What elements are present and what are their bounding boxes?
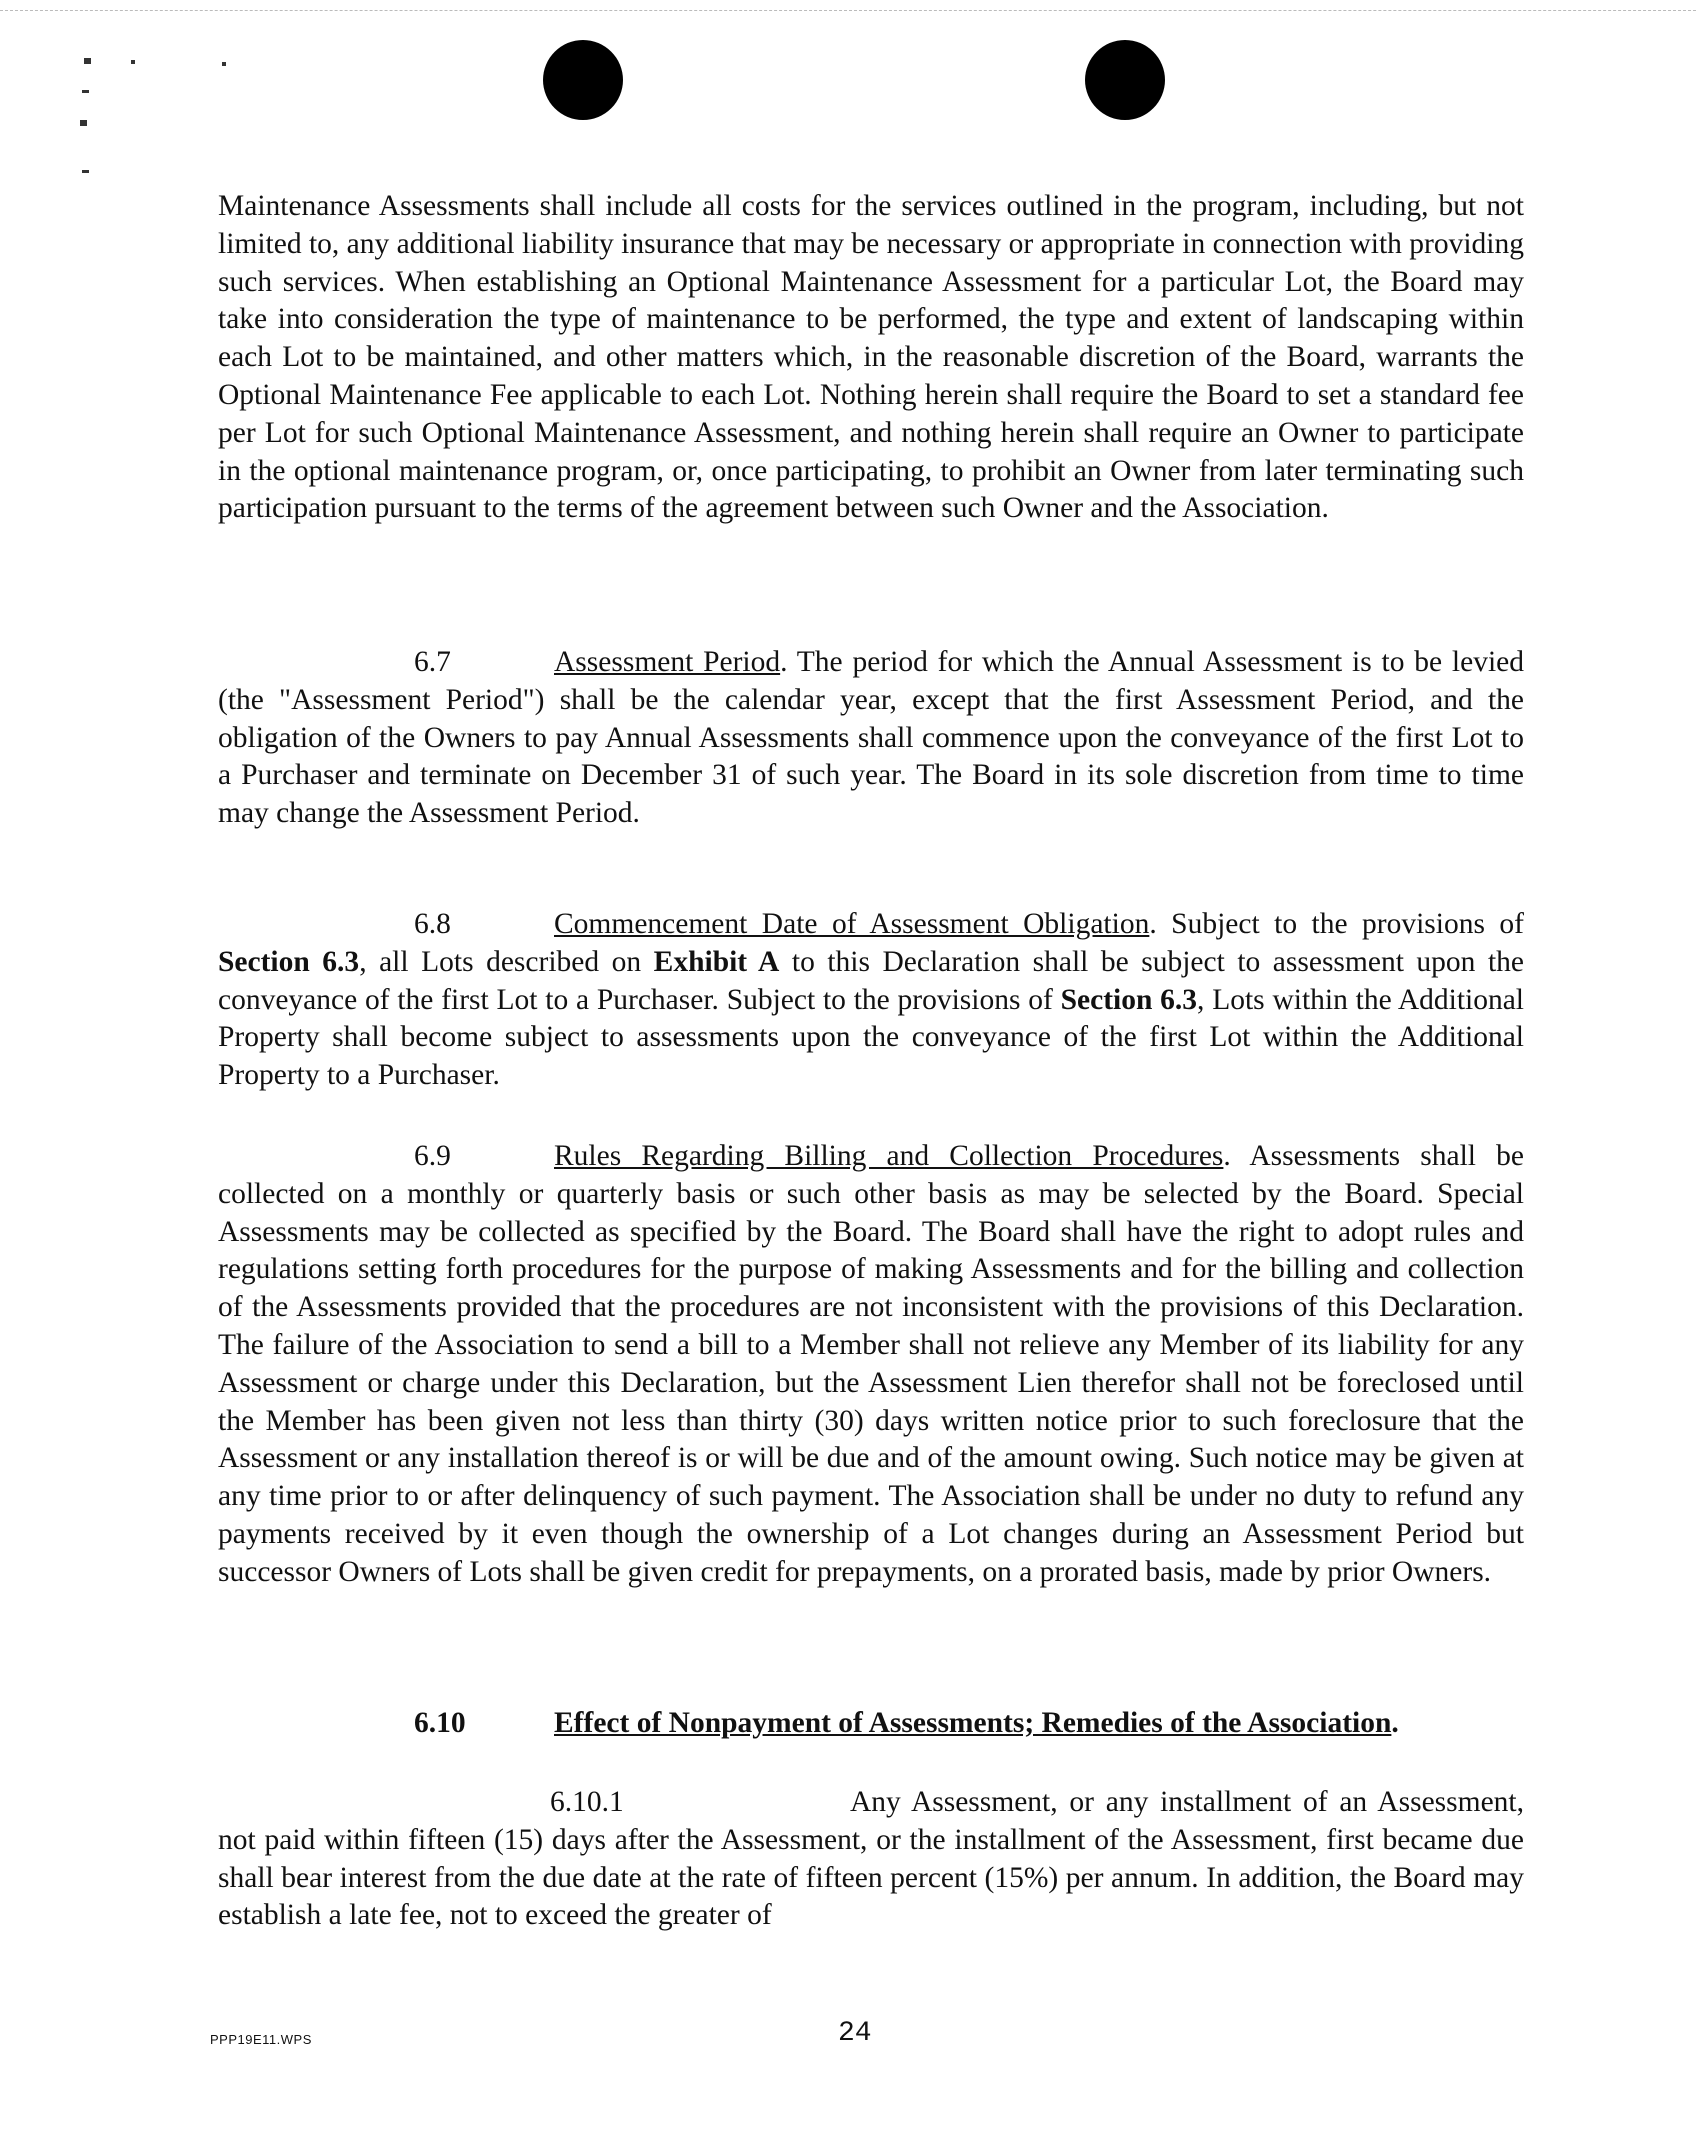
paragraph-continuation xyxy=(218,188,1524,528)
section-reference: Section 6.3 xyxy=(218,945,360,978)
section-6-9 xyxy=(218,1138,1524,1592)
section-reference: Section 6.3 xyxy=(1060,983,1198,1016)
section-body: , all Lots described on xyxy=(359,945,654,978)
subsection-body: Any Assessment, or any installment of an Assessment, not paid within fifteen (15) days after the Assessment, or the installment of the Assessment, first became due shall bear interest from the due date at the rate of fifteen percent (15%) per annum. In addition, the Board may establish a late fee, not to exceed the greater of xyxy=(218,1786,1524,1932)
section-number: 6.10 xyxy=(414,1707,466,1739)
scan-speck xyxy=(80,120,87,126)
section-body: to this Declaration shall be subject to assessment upon the conveyance of the first Lot to a Purchaser. Subject to the provisions of xyxy=(218,945,1524,1016)
section-body: . Assessments shall be collected on a monthly or quarterly basis or such other basis as may be selected by the Board. Special Assessments may be collected as specified by the Board. The Board shall have the right to adopt rules and regulations setting forth procedures for the purpose of making Assessments and for the billing and collection of the Assessments provided that the procedures are not inconsistent with the provisions of this Declaration. The failure of the Association to send a bill to a Member shall not relieve any Member of its liability for any Assessment or charge under this Declaration, but the Assessment Lien therefor shall not be foreclosed until the Member has been given not less than thirty (30) days written notice prior to such foreclosure that the Assessment or any installation thereof is or will be due and of the amount owing. Such notice may be given at any time prior to or after delinquency of such payment. The Association shall be under no duty to refund any payments received by it even though the ownership of a Lot changes during an Assessment Period but successor Owners of Lots shall be given credit for prepayments, on a prorated basis, made by prior Owners. xyxy=(218,1140,1524,1588)
scan-speck xyxy=(84,58,91,64)
section-6-10-heading xyxy=(414,1705,1399,1743)
section-title: Commencement Date of Assessment Obligation xyxy=(554,908,1150,940)
section-6-7 xyxy=(218,644,1524,833)
section-title: Rules Regarding Billing and Collection Procedures xyxy=(554,1140,1224,1172)
section-number: 6.9 xyxy=(414,1140,451,1172)
section-title: Assessment Period xyxy=(554,646,781,678)
scan-speck xyxy=(82,170,89,173)
subsection-number: 6.10.1 xyxy=(550,1786,624,1818)
scan-speck xyxy=(82,90,89,93)
scan-speck xyxy=(131,60,135,64)
section-body: , Lots within the Additional Property shall become subject to assessments upon the conveyance of the first Lot within the Additional Property to a Purchaser. xyxy=(218,983,1524,1092)
section-title: Effect of Nonpayment of Assessments; Remedies of the Association xyxy=(554,1707,1392,1739)
section-body: . Subject to the provisions of xyxy=(1149,908,1525,940)
section-body: . The period for which the Annual Assessment is to be levied (the "Assessment Period") shall be the calendar year, except that the first Assessment Period, and the obligation of the Owners to pay Annual Assessments shall commence upon the conveyance of the first Lot to a Purchaser and terminate on December 31 of such year. The Board in its sole discretion from time to time may change the Assessment Period. xyxy=(218,646,1524,830)
section-6-8 xyxy=(218,906,1524,1095)
continuation-text: Maintenance Assessments shall include all costs for the services outlined in the program, including, but not limited to, any additional liability insurance that may be necessary or appropriate in connection with providing such services. When establishing an Optional Maintenance Assessment for a particular Lot, the Board may take into consideration the type of maintenance to be performed, the type and extent of landscaping within each Lot to be maintained, and other matters which, in the reasonable discretion of the Board, warrants the Optional Maintenance Fee applicable to each Lot. Nothing herein shall require the Board to set a standard fee per Lot for such Optional Maintenance Assessment, and nothing herein shall require an Owner to participate in the optional maintenance program, or, once participating, to prohibit an Owner from later terminating such participation pursuant to the terms of the agreement between such Owner and the Association. xyxy=(218,190,1524,525)
heading-punctuation: . xyxy=(1391,1707,1399,1739)
scan-speck xyxy=(222,62,226,66)
footer-file-id: PPP19E11.WPS xyxy=(210,2032,312,2047)
section-number: 6.8 xyxy=(414,908,451,940)
scan-edge-line xyxy=(0,10,1696,11)
exhibit-reference: Exhibit A xyxy=(653,945,780,978)
section-number: 6.7 xyxy=(414,646,451,678)
punch-hole-left xyxy=(543,40,623,120)
section-6-10-1 xyxy=(218,1784,1524,1935)
page-number: 24 xyxy=(838,2018,872,2049)
punch-hole-right xyxy=(1085,40,1165,120)
